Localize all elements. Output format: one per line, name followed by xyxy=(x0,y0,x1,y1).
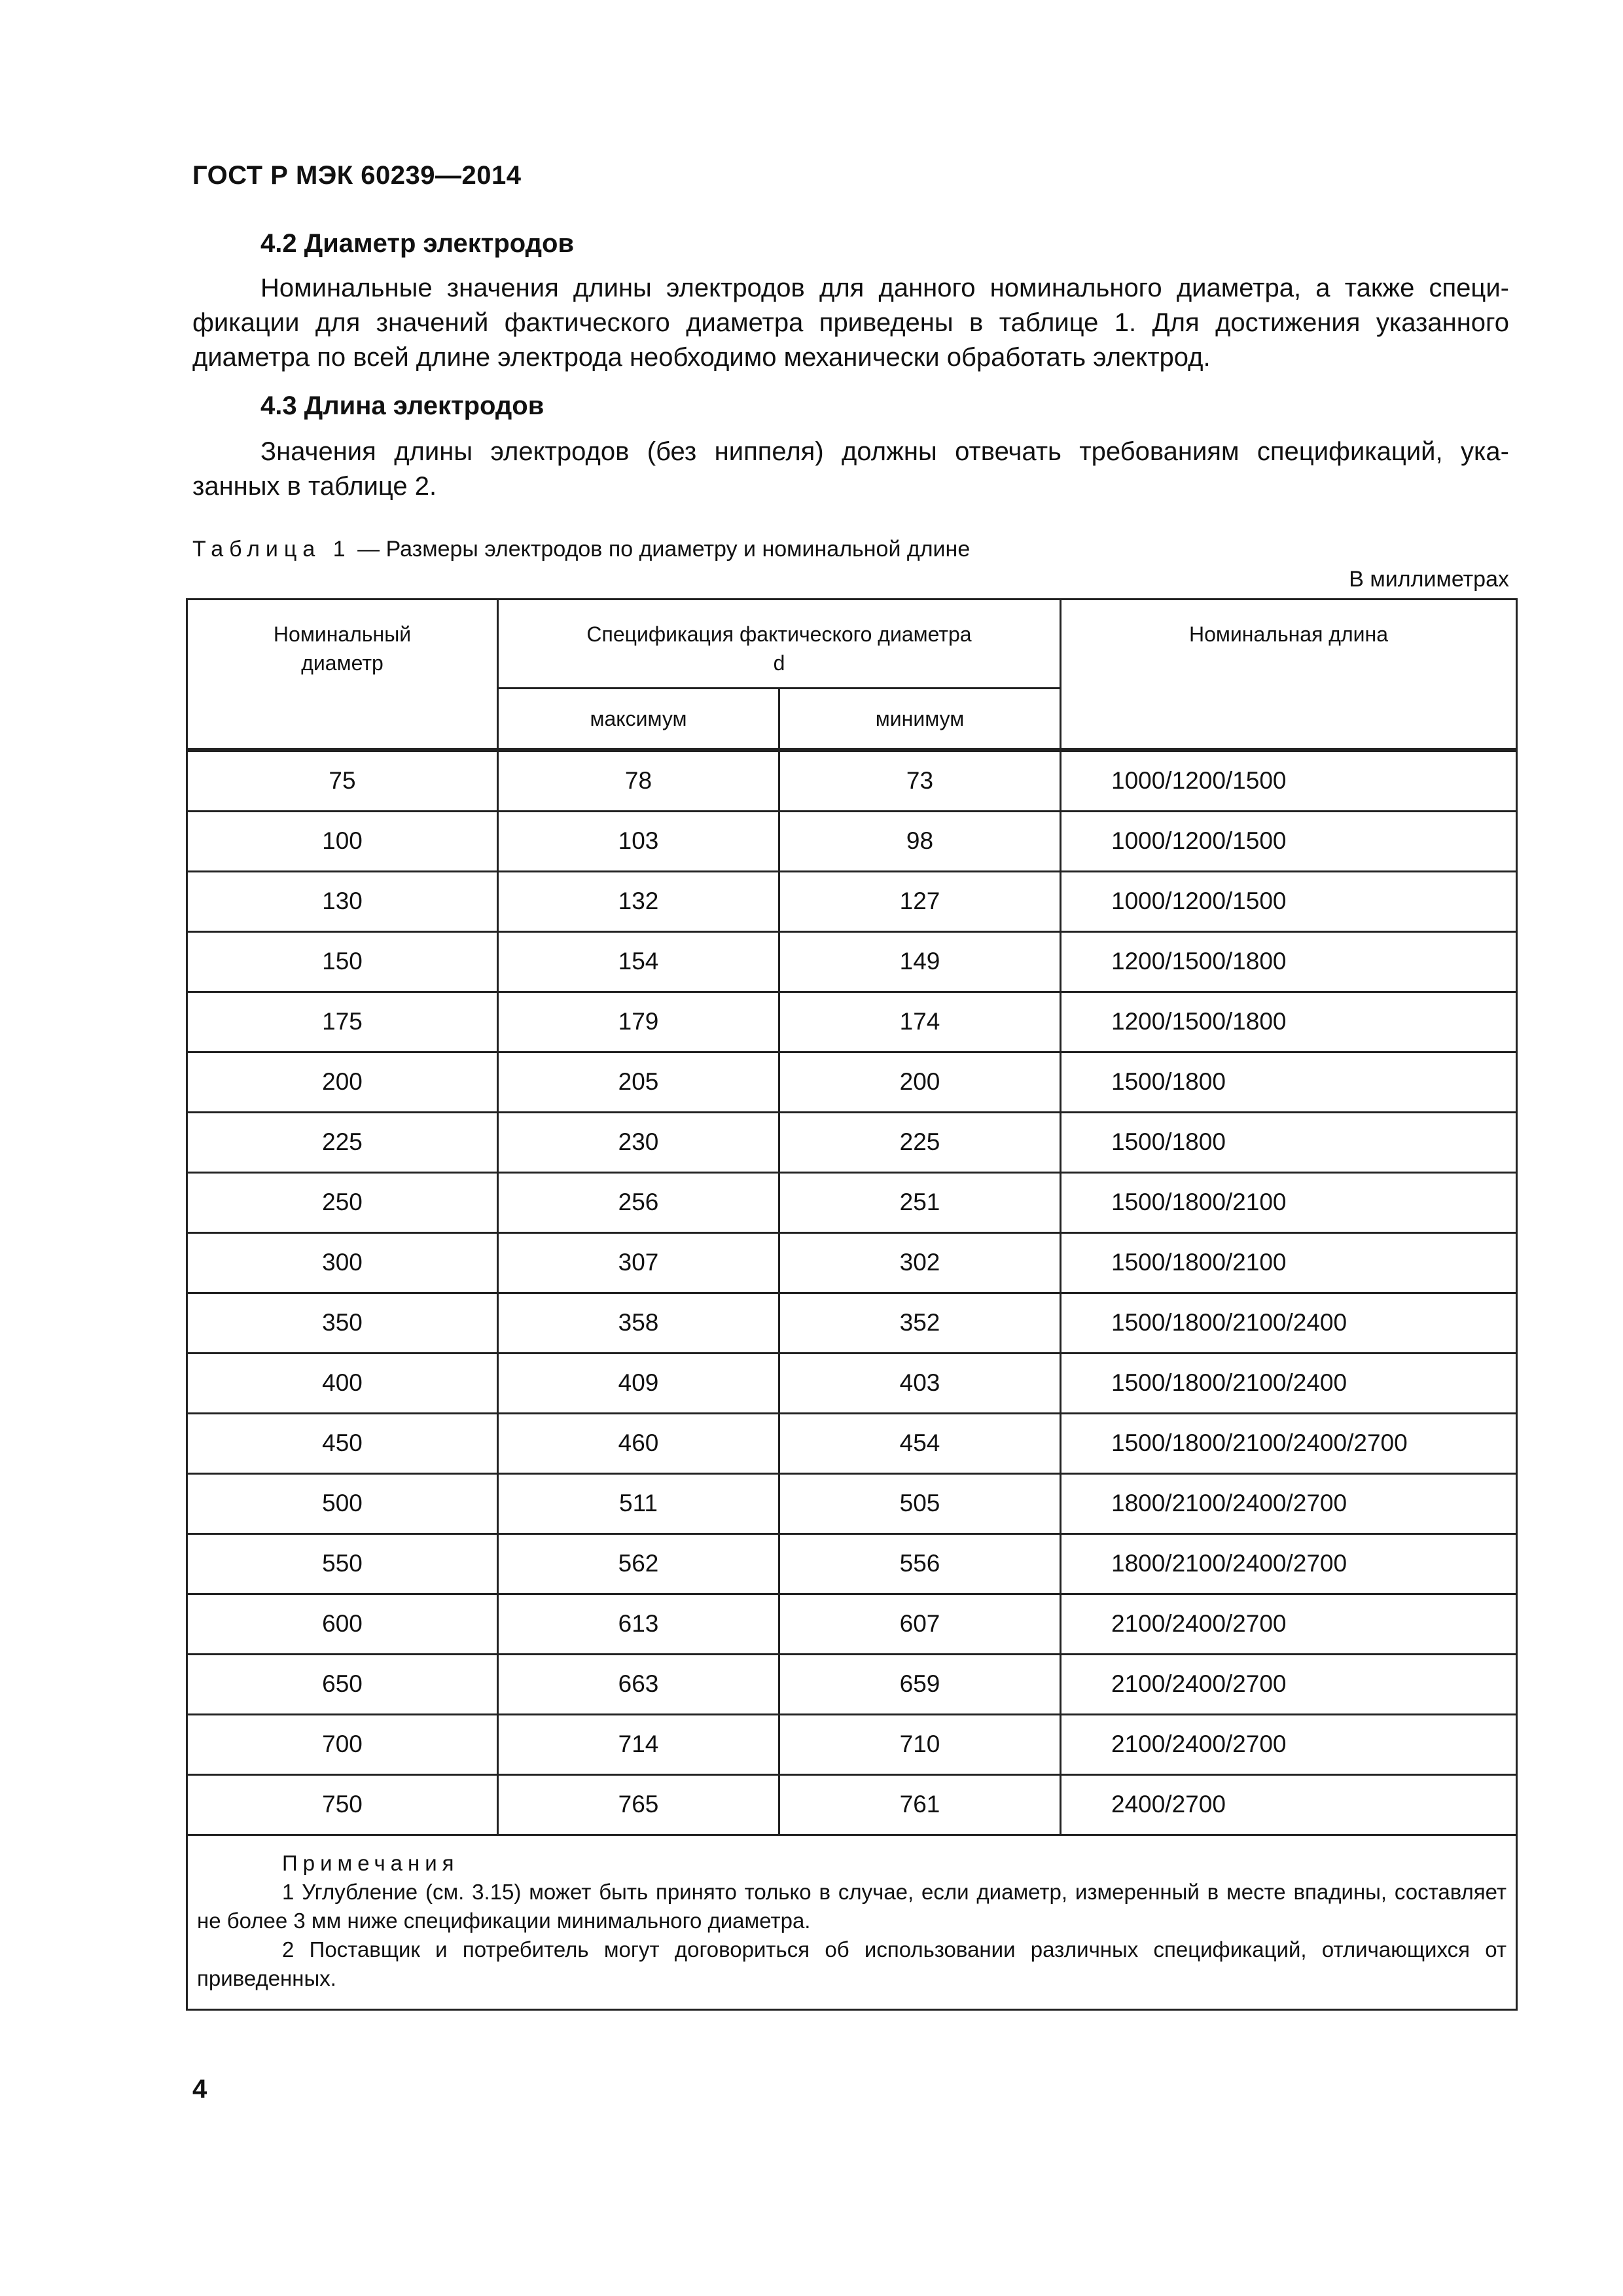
table-notes-row xyxy=(187,1835,1517,2009)
header-minimum: минимум xyxy=(779,689,1061,750)
table-row: 450 460 454 1500/1800/2100/2400/2700 xyxy=(187,1413,1517,1473)
document-header: ГОСТ Р МЭК 60239—2014 xyxy=(192,161,522,190)
paragraph-line: Номинальные значения длины электродов для данного номинального диаметра, а также специ- xyxy=(260,274,1509,302)
table-caption-text: — Размеры электродов по диаметру и номинальной длине xyxy=(357,537,971,562)
notes-title: Примечания xyxy=(282,1850,459,1875)
table-row: 650 663 659 2100/2400/2700 xyxy=(187,1654,1517,1714)
table-caption xyxy=(192,537,970,562)
paragraph-line: фикации для значений фактического диаметра приведены в таблице 1. Для достижения указанного xyxy=(192,308,1509,337)
table-row: 750 765 761 2400/2700 xyxy=(187,1774,1517,1835)
table-row: 300 307 302 1500/1800/2100 xyxy=(187,1232,1517,1293)
table-row: 700 714 710 2100/2400/2700 xyxy=(187,1714,1517,1774)
header-nominal-length: Номинальная длина xyxy=(1061,600,1517,750)
paragraph-line: Значения длины электродов (без ниппеля) должны отвечать требованиям спецификаций, ука- xyxy=(260,437,1509,466)
table-caption-label: Таблица 1 xyxy=(192,537,351,562)
table-row: 130 132 127 1000/1200/1500 xyxy=(187,871,1517,931)
section-4-3-paragraph xyxy=(192,435,1509,504)
paragraph-line: занных в таблице 2. xyxy=(192,472,437,501)
table-row: 175 179 174 1200/1500/1800 xyxy=(187,992,1517,1052)
header-actual-diameter-spec: Спецификация фактического диаметра d xyxy=(498,600,1061,689)
note-1: 1 Углубление (см. 3.15) может быть принято только в случае, если диаметр, измеренный в месте впадины, составляет не более 3 мм ниже спецификации минимального диаметра. xyxy=(197,1879,1507,1933)
section-4-2-heading: 4.2 Диаметр электродов xyxy=(260,229,575,258)
table-row: 100 103 98 1000/1200/1500 xyxy=(187,811,1517,871)
table-units: В миллиметрах xyxy=(1349,567,1509,592)
table-notes xyxy=(187,1835,1517,2009)
table-row: 350 358 352 1500/1800/2100/2400 xyxy=(187,1293,1517,1353)
section-4-2-paragraph xyxy=(192,271,1509,375)
table-row: 200 205 200 1500/1800 xyxy=(187,1052,1517,1112)
table-row: 600 613 607 2100/2400/2700 xyxy=(187,1594,1517,1654)
table-row: 400 409 403 1500/1800/2100/2400 xyxy=(187,1353,1517,1413)
paragraph-line: диаметра по всей длине электрода необходимо механически обработать электрод. xyxy=(192,343,1211,372)
header-nominal-diameter: Номинальный диаметр xyxy=(187,600,498,750)
table-row: 75 78 73 1000/1200/1500 xyxy=(187,750,1517,812)
section-4-3-heading: 4.3 Длина электродов xyxy=(260,391,544,420)
note-2: 2 Поставщик и потребитель могут договориться об использовании различных спецификаций, отличающихся от приведенных. xyxy=(197,1937,1507,1990)
table-row: 225 230 225 1500/1800 xyxy=(187,1112,1517,1172)
table-row: 250 256 251 1500/1800/2100 xyxy=(187,1172,1517,1232)
table-row: 150 154 149 1200/1500/1800 xyxy=(187,931,1517,992)
page-number: 4 xyxy=(192,2075,207,2104)
table-row: 550 562 556 1800/2100/2400/2700 xyxy=(187,1534,1517,1594)
header-maximum: максимум xyxy=(498,689,779,750)
electrode-dimensions-table xyxy=(186,598,1518,2011)
table-row: 500 511 505 1800/2100/2400/2700 xyxy=(187,1473,1517,1534)
